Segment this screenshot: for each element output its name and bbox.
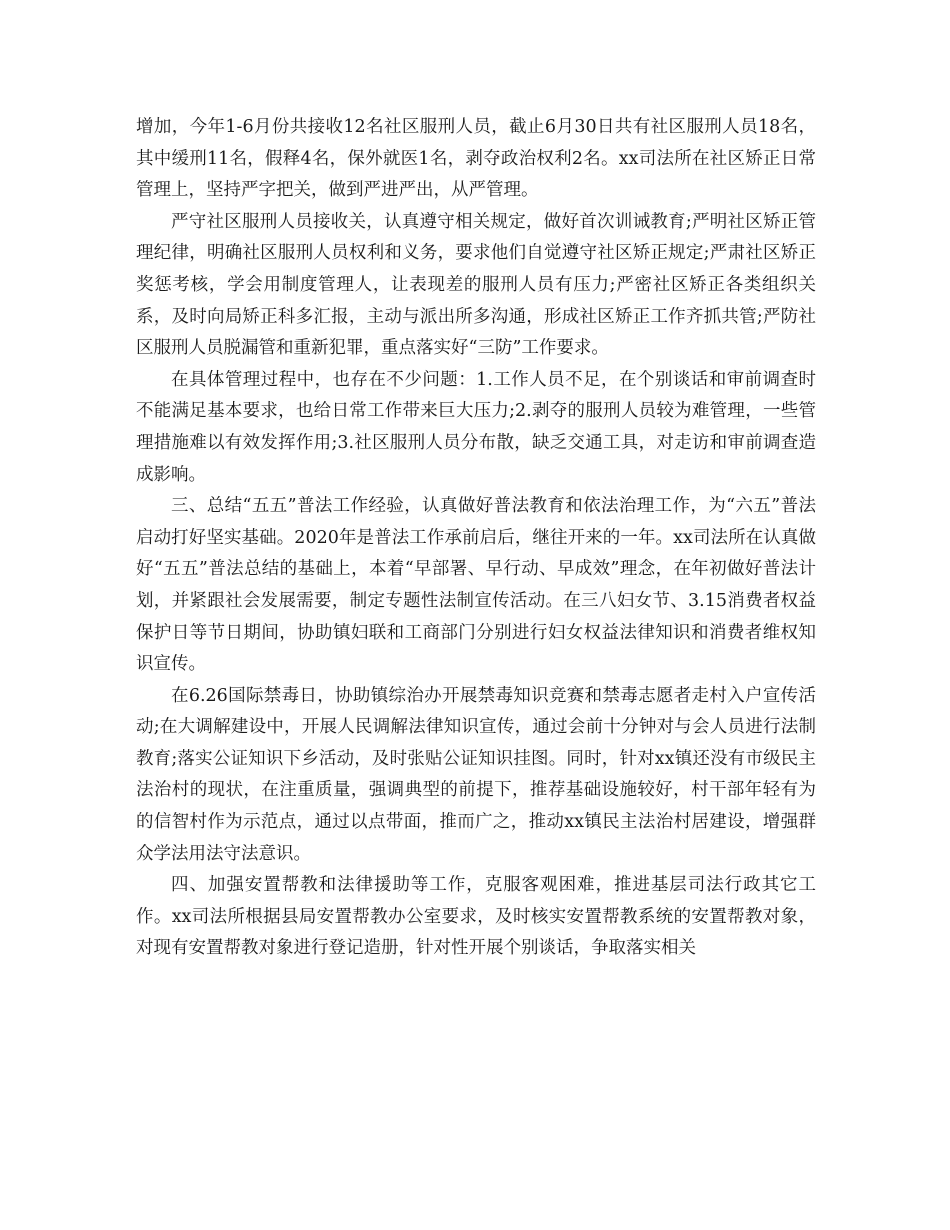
paragraph-management-problems: 在具体管理过程中，也存在不少问题：1.工作人员不足，在个别谈话和审前调查时不能满足基本要求，也给日常工作带来巨大压力;2.剥夺的服刑人员较为难管理，一些管理措施难以有效发挥作用;3.社区服刑人员分布散，缺乏交通工具，对走访和审前调查造成影响。: [136, 369, 816, 485]
paragraph-strict-management: 严守社区服刑人员接收关，认真遵守相关规定，做好首次训诫教育;严明社区矫正管理纪律，明确社区服刑人员权利和义务，要求他们自觉遵守社区矫正规定;严肃社区矫正奖惩考核，学会用制度管理人，让表现差的服刑人员有压力;严密社区矫正各类组织关系，及时向局矫正科多汇报，主动与派出所多沟通，形成社区矫正工作齐抓共管;严防社区服刑人员脱漏管和重新犯罪，重点落实好“三防”工作要求。: [136, 211, 816, 359]
paragraph-section-four-resettlement: 四、加强安置帮教和法律援助等工作，克服客观困难，推进基层司法行政其它工作。xx司法所根据县局安置帮教办公室要求，及时核实安置帮教系统的安置帮教对象，对现有安置帮教对象进行登记造册，针对性开展个别谈话，争取落实相关: [136, 875, 816, 959]
paragraph-section-three-legal-education: 三、总结“五五”普法工作经验，认真做好普法教育和依法治理工作，为“六五”普法启动打好坚实基础。2020年是普法工作承前启后，继往开来的一年。xx司法所在认真做好“五五”普法总结的基础上，本着“早部署、早行动、早成效”理念，在年初做好普法计划，并紧跟社会发展需要，制定专题性法制宣传活动。在三八妇女节、3.15消费者权益保护日等节日期间，协助镇妇联和工商部门分别进行妇女权益法律知识和消费者维权知识宣传。: [136, 496, 816, 675]
document-body: [136, 112, 816, 965]
paragraph-continuation: 增加，今年1-6月份共接收12名社区服刑人员，截止6月30日共有社区服刑人员18名，其中缓刑11名，假释4名，保外就医1名，剥夺政治权利2名。xx司法所在社区矫正日常管理上，坚持严字把关，做到严进严出，从严管理。: [136, 117, 816, 201]
paragraph-anti-drug-day: 在6.26国际禁毒日，协助镇综治办开展禁毒知识竞赛和禁毒志愿者走村入户宣传活动;在大调解建设中，开展人民调解法律知识宣传，通过会前十分钟对与会人员进行法制教育;落实公证知识下乡活动，及时张贴公证知识挂图。同时，针对xx镇还没有市级民主法治村的现状，在注重质量，强调典型的前提下，推荐基础设施较好，村干部年轻有为的信智村作为示范点，通过以点带面，推而广之，推动xx镇民主法治村居建设，增强群众学法用法守法意识。: [136, 685, 816, 864]
